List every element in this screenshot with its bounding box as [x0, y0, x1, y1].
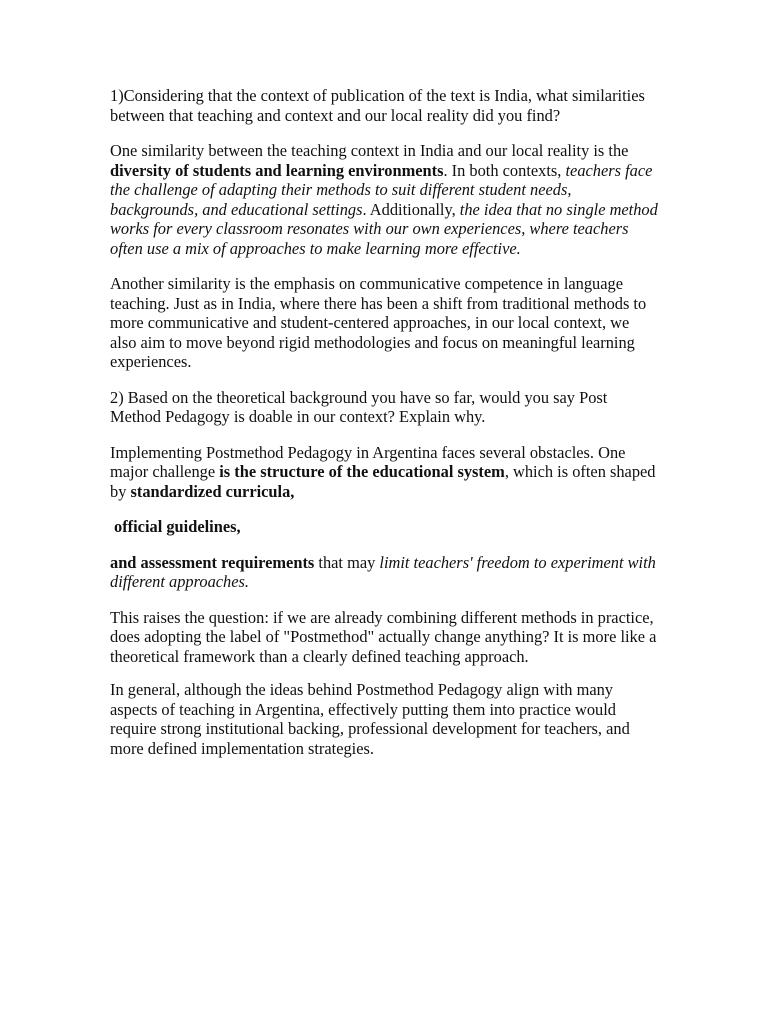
text-run: , which is often shaped by	[110, 462, 656, 501]
bold-run: and assessment requirements	[110, 552, 315, 572]
document-page	[110, 86, 658, 774]
bold-run: is the structure of the educational system	[219, 462, 505, 481]
text-run: Another similarity is the emphasis on communicative competence in language teaching. Just as in India, where there has been a shift from traditional methods to more communicative and student-centered approaches, in our local context, we also aim to move beyond rigid methodologies and focus on meaningful learning experiences.	[110, 274, 647, 371]
question-2	[110, 388, 658, 427]
answer-1-paragraph-1	[110, 141, 658, 258]
answer-2-paragraph-1	[110, 443, 658, 502]
answer-2-paragraph-2	[110, 517, 658, 537]
bold-run: standardized curricula,	[130, 481, 295, 501]
text-run: One similarity between the teaching context in India and our local reality is the	[110, 141, 629, 160]
question-2-text: 2) Based on the theoretical background you have so far, would you say Post Method Pedagogy is doable in our context? Explain why.	[110, 387, 608, 426]
italic-run: the idea that no single method works for every classroom resonates with our own experiences, where teachers often use a mix of approaches to make learning more effective.	[110, 199, 658, 258]
bold-run: diversity of students and learning environments	[110, 160, 444, 180]
question-1-text: 1)Considering that the context of publication of the text is India, what similarities between that teaching and context and our local reality did you find?	[110, 86, 645, 125]
question-1	[110, 86, 658, 125]
italic-run: teachers face the challenge of adapting their methods to suit different student needs, backgrounds, and educational settings	[110, 160, 653, 219]
answer-2-paragraph-3	[110, 553, 658, 592]
text-run: . In both contexts,	[443, 160, 566, 180]
italic-run: limit teachers' freedom to experiment with different approaches.	[110, 552, 656, 591]
text-run: . Additionally,	[362, 199, 460, 219]
text-run: In general, although the ideas behind Postmethod Pedagogy align with many aspects of teaching in Argentina, effectively putting them into practice would require strong institutional backing, professional development for teachers, and more defined implementation strategies.	[110, 680, 630, 758]
answer-1-paragraph-2	[110, 274, 658, 372]
text-run: Implementing Postmethod Pedagogy in Argentina faces several obstacles. One major challenge	[110, 442, 626, 481]
text-run: This raises the question: if we are already combining different methods in practice, does adopting the label of "Postmethod" actually change anything? It is more like a theoretical framework than a clearly defined teaching approach.	[110, 607, 657, 666]
text-run: that may	[314, 552, 380, 572]
answer-2-paragraph-5	[110, 680, 658, 758]
answer-2-paragraph-4	[110, 608, 658, 667]
bold-run: official guidelines,	[114, 517, 241, 536]
